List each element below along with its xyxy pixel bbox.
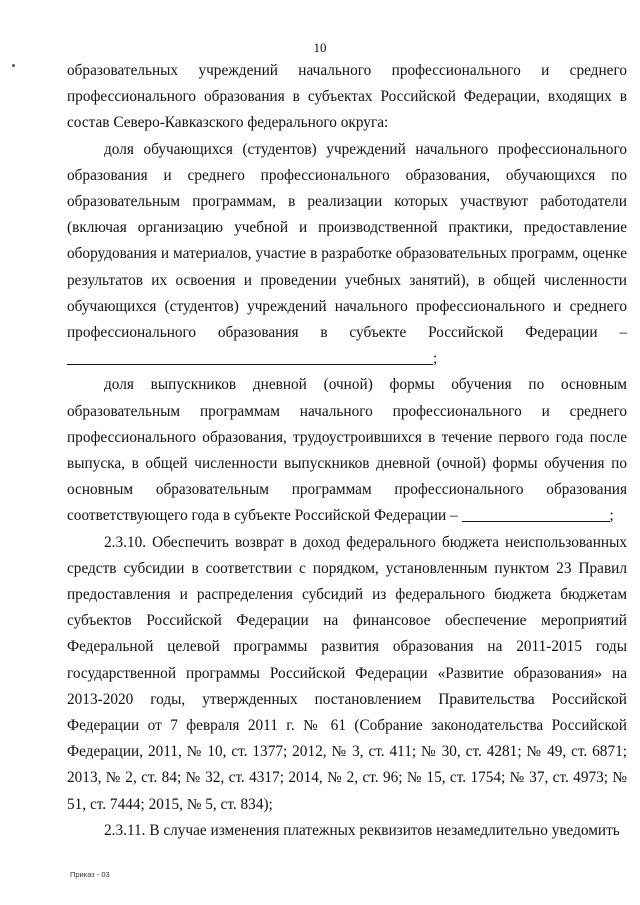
paragraph-graduate-share <box>67 372 627 529</box>
paragraph-text: 2.3.11. В случае изменения платежных реквизитов незамедлительно уведомить <box>104 821 620 839</box>
paragraph-text: доля выпускников дневной (очной) формы обучения по основным образовательным программам начального профессионального и среднего профессионального образования, трудоустроившихся в течение первого года после выпуска, в общей численности выпускников дневной (очной) формы обучения по основным образовательным программам профессионального образования соответствующего года в субъекте Российской Федерации – <box>67 376 627 525</box>
paragraph-text: образовательных учреждений начального профессионального и среднего профессионального образования в субъектах Российской Федерации, входящих в состав Северо-Кавказского федерального округа: <box>67 62 627 132</box>
paragraph-employer-share <box>67 137 627 373</box>
page-number: 10 <box>313 40 327 55</box>
paragraph-text: 2.3.10. Обеспечить возврат в доход федерального бюджета неиспользованных средств субсидии в соответствии с порядком, установленным пунктом 23 Правил предоставления и распределения субсидий из федерального бюджета бюджетам субъектов Российской Федерации на финансовое обеспечение мероприятий Федеральной целевой программы развития образования на 2011-2015 годы государственной программы Российской Федерации «Развитие образования» на 2013-2020 годы, утвержденных постановлением Правительства Российской Федерации от 7 февраля 2011 г. № 61 (Собрание законодательства Российской Федерации, 2011, № 10, ст. 1377; 2012, № 3, ст. 411; № 30, ст. 4281; № 49, ст. 6871; 2013, № 2, ст. 84; № 32, ст. 4317; 2014, № 2, ст. 96; № 15, ст. 1754; № 37, ст. 4973; № 51, ст. 7444; 2015, № 5, ст. 834); <box>67 533 627 813</box>
clause-2-3-10 <box>67 530 627 818</box>
footer-code: Приказ - 03 <box>70 870 110 879</box>
blank-terminator: ; <box>609 507 614 525</box>
fill-in-blank <box>67 348 433 365</box>
paragraph-text: доля обучающихся (студентов) учреждений начального профессионального образования и среднего профессионального образования, обучающихся по образовательным программам, в реализации которых участвуют работодатели (включая организацию учебной и производственной практики, предоставление оборудования и материалов, участие в разработке образовательных программ, оценке результатов их освоения и проведении учебных занятий), в общей численности обучающихся (студентов) учреждений начального профессионального и среднего профессионального образования в субъекте Российской Федерации – <box>67 140 627 342</box>
document-body <box>67 58 627 844</box>
fill-in-blank <box>462 505 610 522</box>
scan-dot <box>12 64 15 67</box>
paragraph-continuation <box>67 58 627 137</box>
blank-terminator: ; <box>433 350 438 368</box>
clause-2-3-11 <box>67 818 627 844</box>
